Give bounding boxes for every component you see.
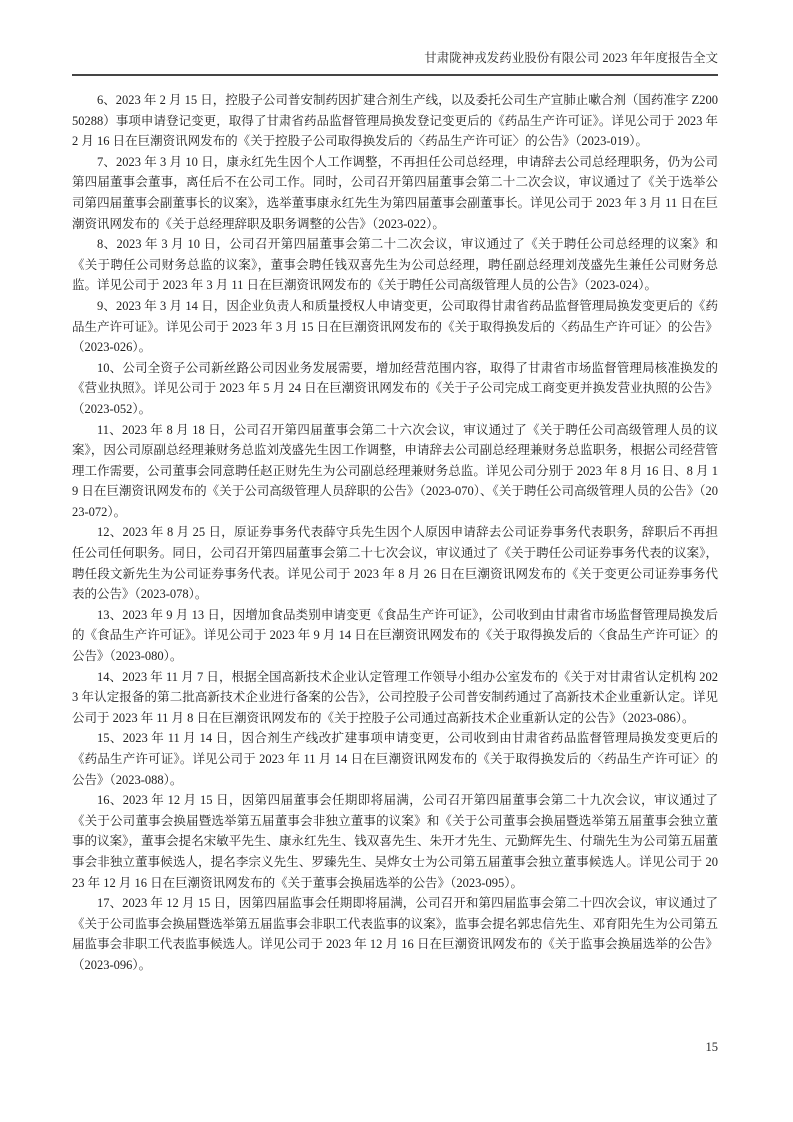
paragraph: 14、2023 年 11 月 7 日，根据全国高新技术企业认定管理工作领导小组办公室发布的《关于对甘肃省认定机构 2023 年认定报备的第二批高新技术企业进行备案的公告》，公司控股子公司普安制药通过了高新技术企业重新认定。详见公司于 2023 年 11 月 8 日在巨潮资讯网发布的《关于控股子公司通过高新技术企业重新认定的公告》（2023-086）。: [72, 669, 718, 725]
page-number: 15: [705, 1040, 718, 1054]
paragraph: 6、2023 年 2 月 15 日，控股子公司普安制药因扩建合剂生产线，以及委托公司生产宣肺止嗽合剂（国药准字 Z20050288）事项申请登记变更，取得了甘肃省药品监督管理局换发登记变更后的《药品生产许可证》。详见公司于 2023 年 2 月 16 日在巨潮资讯网发布的《关于控股子公司取得换发后的〈药品生产许可证〉的公告》（2023-019）。: [72, 93, 718, 149]
paragraph: 12、2023 年 8 月 25 日，原证券事务代表薛守兵先生因个人原因申请辞去公司证券事务代表职务，辞职后不再担任公司任何职务。同日，公司召开第四届董事会第二十七次会议，审议通过了《关于聘任公司证券事务代表的议案》，聘任段文新先生为公司证券事务代表。详见公司于 2023 年 8 月 26 日在巨潮资讯网发布的《关于变更公司证券事务代表的公告》（2023-078）。: [72, 525, 718, 602]
paragraph: 11、2023 年 8 月 18 日，公司召开第四届董事会第二十六次会议，审议通过了《关于聘任公司高级管理人员的议案》，因公司原副总经理兼财务总监刘茂盛先生因工作调整，申请辞去公司副总经理兼财务总监职务，根据公司经营管理工作需要，公司董事会同意聘任赵正财先生为公司副总经理兼财务总监。详见公司分别于 2023 年 8 月 16 日、8 月 19 日在巨潮资讯网发布的《关于公司高级管理人员辞职的公告》（2023-070）、《关于聘任公司高级管理人员的公告》（2023-072）。: [72, 422, 718, 519]
document-body: [72, 90, 718, 976]
paragraph: 15、2023 年 11 月 14 日，因合剂生产线改扩建事项申请变更，公司收到由甘肃省药品监督管理局换发变更后的《药品生产许可证》。详见公司于 2023 年 11 月 14 日在巨潮资讯网发布的《关于取得换发后的〈药品生产许可证〉的公告》（2023-088）。: [72, 731, 718, 787]
paragraph: 7、2023 年 3 月 10 日，康永红先生因个人工作调整，不再担任公司总经理，申请辞去公司总经理职务，仍为公司第四届董事会董事，离任后不在公司工作。同时，公司召开第四届董事会第二十二次会议，审议通过了《关于选举公司第四届董事会副董事长的议案》，选举董事康永红先生为第四届董事会副董事长。详见公司于 2023 年 3 月 11 日在巨潮资讯网发布的《关于总经理辞职及职务调整的公告》（2023-022）。: [72, 154, 718, 231]
paragraph: 17、2023 年 12 月 15 日，因第四届监事会任期即将届满，公司召开和第四届监事会第二十四次会议，审议通过了《关于公司监事会换届暨选举第五届监事会非职工代表监事的议案》，监事会提名郭忠信先生、邓育阳先生为公司第五届监事会非职工代表监事候选人。详见公司于 2023 年 12 月 16 日在巨潮资讯网发布的《关于监事会换届选举的公告》（2023-096）。: [72, 896, 718, 972]
paragraph: 16、2023 年 12 月 15 日，因第四届董事会任期即将届满，公司召开第四届董事会第二十九次会议，审议通过了《关于公司董事会换届暨选举第五届董事会非独立董事的议案》和《关于公司董事会换届暨选举第五届董事会独立董事的议案》，董事会提名宋敏平先生、康永红先生、钱双喜先生、朱开才先生、元勤辉先生、付瑞先生为公司第五届董事会非独立董事候选人，提名李宗义先生、罗臻先生、吴烨女士为公司第五届董事会独立董事候选人。详见公司于 2023 年 12 月 16 日在巨潮资讯网发布的《关于董事会换届选举的公告》（2023-095）。: [72, 793, 718, 890]
paragraph: 10、公司全资子公司新丝路公司因业务发展需要，增加经营范围内容，取得了甘肃省市场监督管理局核准换发的《营业执照》。详见公司于 2023 年 5 月 24 日在巨潮资讯网发布的《关于子公司完成工商变更并换发营业执照的公告》（2023-052）。: [72, 360, 718, 416]
paragraph: 9、2023 年 3 月 14 日，因企业负责人和质量授权人申请变更，公司取得甘肃省药品监督管理局换发变更后的《药品生产许可证》。详见公司于 2023 年 3 月 15 日在巨潮资讯网发布的《关于取得换发后的〈药品生产许可证〉的公告》（2023-026）。: [72, 298, 718, 355]
page-header: [72, 50, 718, 76]
paragraph: 13、2023 年 9 月 13 日，因增加食品类别申请变更《食品生产许可证》，公司收到由甘肃省市场监督管理局换发后的《食品生产许可证》。详见公司于 2023 年 9 月 14 日在巨潮资讯网发布的《关于取得换发后的〈食品生产许可证〉的公告》（2023-080）。: [72, 607, 718, 664]
paragraph: 8、2023 年 3 月 10 日，公司召开第四届董事会第二十二次会议，审议通过了《关于聘任公司总经理的议案》和《关于聘任公司财务总监的议案》，董事会聘任钱双喜先生为公司总经理，聘任副总经理刘茂盛先生兼任公司财务总监。详见公司于 2023 年 3 月 11 日在巨潮资讯网发布的《关于聘任公司高级管理人员的公告》（2023-024）。: [72, 237, 718, 293]
header-title: 甘肃陇神戎发药业股份有限公司 2023 年年度报告全文: [424, 51, 718, 65]
